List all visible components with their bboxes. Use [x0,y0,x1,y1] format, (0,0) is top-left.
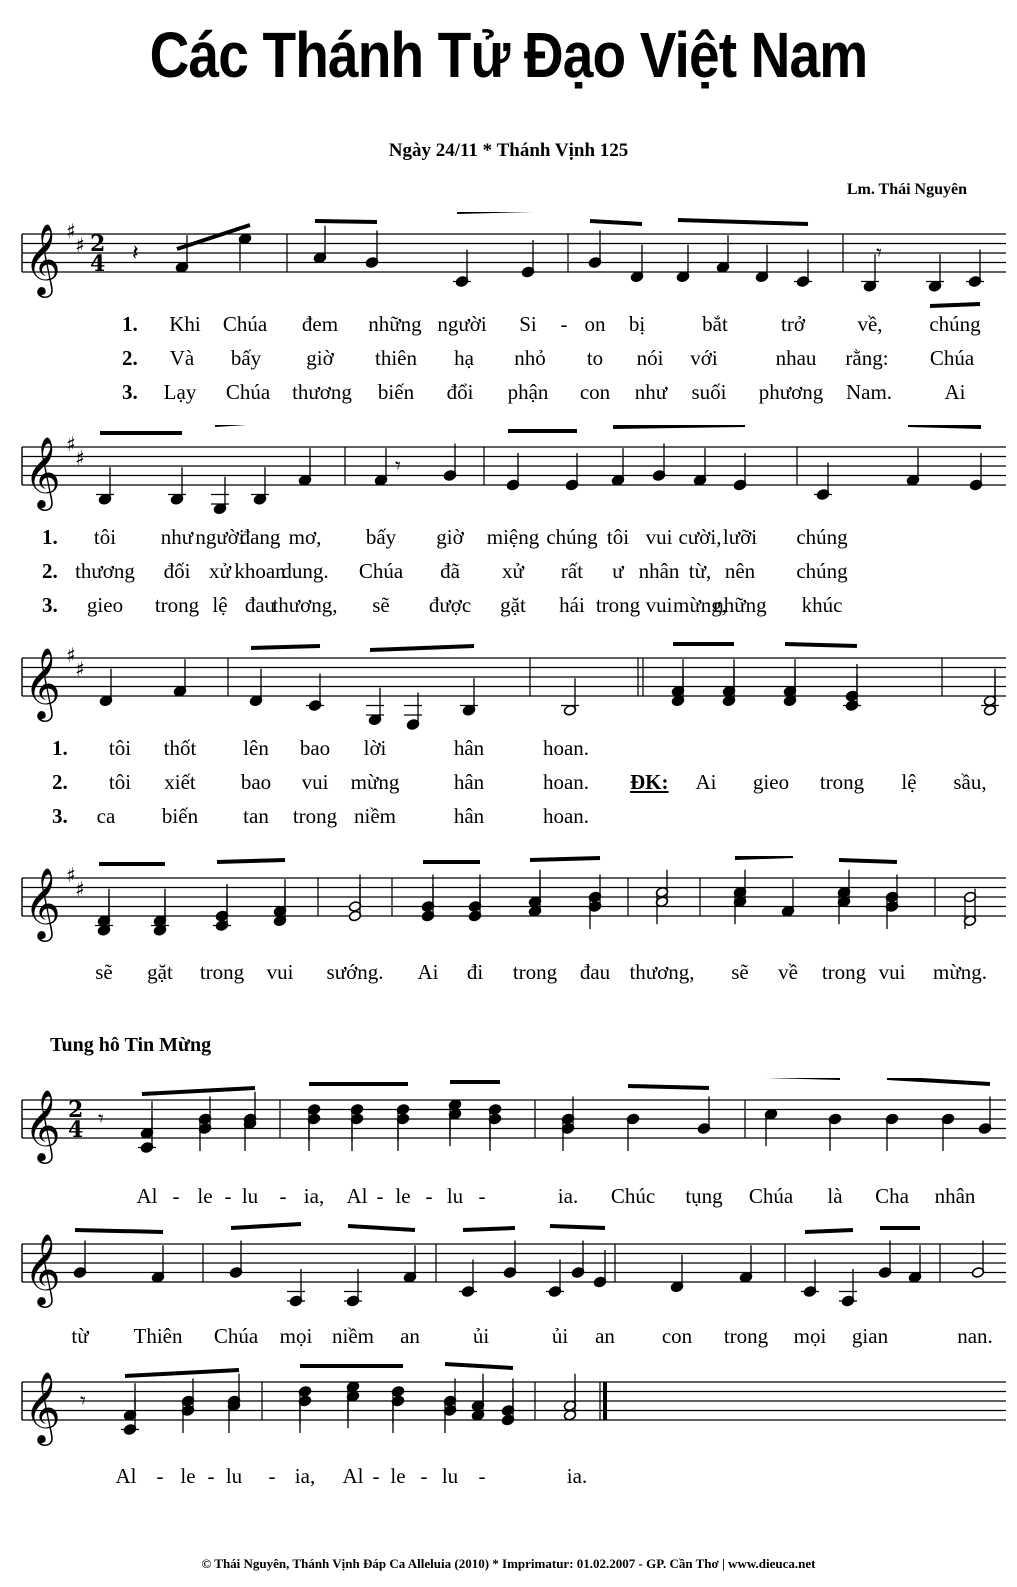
lyric-syllable: con [661,1324,693,1348]
beam [805,1230,853,1232]
time-signature-top: 2 [90,231,106,257]
lyric-syllable: hái [559,593,585,617]
beam [348,1226,415,1230]
treble-clef-icon: 𝄞 [24,1232,61,1305]
lyrics-system-5 [0,1184,1017,1210]
lyric-syllable: nhân [934,1184,976,1208]
beam [125,1370,239,1376]
lyric-syllable: bấy [230,346,262,370]
lyric-syllable: thương, [629,960,695,984]
lyric-syllable: Chúc [610,1184,656,1208]
verse-number: 1. [52,736,68,760]
lyric-syllable: đổi [446,380,474,404]
lyric-syllable: trong [595,593,641,617]
time-signature-bottom: 4 [68,1117,84,1143]
music-staff-system-4 [0,856,1017,956]
rest-icon: 𝄾 [876,241,882,266]
sharp-icon: ♯ [66,219,76,243]
lyric-syllable: bao [299,736,331,760]
beam [445,1364,513,1368]
lyric-syllable: vui [878,960,906,984]
beam [463,1228,515,1230]
lyric-syllable: bao [240,770,272,794]
lyric-syllable: Ai [695,770,717,794]
lyrics-system-6 [0,1324,1017,1350]
lyric-syllable: hoan. [542,770,590,794]
lyric-syllable: Lạy [163,380,197,404]
beam [590,221,642,224]
beam [217,860,285,862]
lyric-syllable: nên [724,559,756,583]
lyric-syllable: xử [502,559,524,583]
lyric-syllable: tôi [93,525,117,549]
lyric-syllable: chúng [929,312,981,336]
lyric-syllable: lời [363,736,387,760]
lyric-syllable: người [437,312,487,336]
lyric-syllable: thương [292,380,352,404]
lyric-syllable: le [197,1184,213,1208]
lyric-syllable: hân [453,770,485,794]
lyric-syllable: phương [758,380,824,404]
rest-icon: 𝄽 [132,241,139,266]
lyric-syllable: Nam. [845,380,893,404]
beam [550,1226,605,1228]
lyric-syllable: tôi [606,525,630,549]
lyrics-system-1-verse-1 [0,312,1017,338]
lyrics-system-2-verse-1 [0,525,1017,551]
lyric-syllable: lu [446,1184,464,1208]
syllable-hyphen: - [376,1184,384,1208]
lyric-syllable: sẽ [731,960,749,984]
rest-icon: 𝄾 [98,1107,104,1132]
lyric-syllable: hân [453,804,485,828]
lyric-syllable: Chúa [358,559,404,583]
treble-clef-icon: 𝄞 [24,222,61,295]
lyric-syllable: nói [636,346,664,370]
syllable-hyphen: - [279,1184,287,1208]
lyric-syllable: Si [519,312,537,336]
lyric-syllable: nhau [775,346,817,370]
lyric-syllable: le [395,1184,411,1208]
lyric-syllable: về, [857,312,883,336]
music-staff-system-2 [0,425,1017,525]
syllable-hyphen: - [224,1184,232,1208]
lyric-syllable: gieo [86,593,124,617]
lyric-syllable: an [595,1324,615,1348]
beam [930,304,980,306]
lyric-syllable: vui [301,770,329,794]
lyric-syllable: sẽ [372,593,390,617]
lyric-syllable: ia, [303,1184,325,1208]
lyric-syllable: giờ [306,346,334,370]
lyric-syllable: Thiên [133,1324,183,1348]
lyric-syllable: Khi [169,312,201,336]
lyric-syllable: nan. [957,1324,993,1348]
beam [315,221,377,222]
lyric-syllable: trong [723,1324,769,1348]
lyric-syllable: như [160,525,194,549]
lyric-syllable: nhân [638,559,680,583]
lyric-syllable: đối [163,559,191,583]
lyric-syllable: bắt [702,312,728,336]
rest-icon: 𝄾 [395,454,401,479]
beam [735,856,793,858]
lyric-syllable: le [180,1464,196,1488]
beam [628,1086,709,1088]
syllable-hyphen: - [268,1464,276,1488]
lyric-syllable: đi [466,960,484,984]
lyric-syllable: Al [346,1184,368,1208]
lyric-syllable: với [690,346,718,370]
lyric-syllable: an [400,1324,420,1348]
lyric-syllable: mọi [793,1324,827,1348]
lyric-syllable: hân [453,736,485,760]
lyric-syllable: lu [225,1464,243,1488]
music-staff-system-5 [0,1078,1017,1178]
lyric-syllable: mọi [279,1324,313,1348]
subtitle: Ngày 24/11 * Thánh Vịnh 125 [388,140,629,161]
lyric-syllable: khoan [234,559,286,583]
lyric-syllable: suối [691,380,727,404]
lyric-syllable: giờ [436,525,464,549]
beam [887,1078,990,1084]
lyric-syllable: bị [628,312,646,336]
sharp-icon: ♯ [75,233,85,257]
lyric-syllable: rất [560,559,584,583]
copyright-footer: © Thái Nguyên, Thánh Vịnh Đáp Ca Alleluia (2010) * Imprimatur: 01.02.2007 - GP. Cần Thơ | www.dieuca.net [201,1556,816,1571]
time-signature-bottom: 4 [90,251,106,277]
syllable-hyphen: - [372,1464,380,1488]
verse-number: 2. [122,346,138,370]
lyric-syllable: Chúa [748,1184,794,1208]
lyric-syllable: trong [199,960,245,984]
lyric-syllable: ủi [472,1324,490,1348]
verse-number: 3. [122,380,138,404]
refrain-label: ĐK: [630,770,669,794]
lyric-syllable: thiên [375,346,417,370]
lyric-syllable: dung. [281,559,329,583]
lyric-syllable: cười, [678,525,722,549]
lyric-syllable: như [634,380,668,404]
lyric-syllable: đem [301,312,339,336]
beam [231,1224,301,1228]
lyric-syllable: niềm [332,1324,374,1348]
lyric-syllable: on [584,312,606,336]
composer: Lm. Thái Nguyên [846,181,967,198]
verse-number: 1. [42,525,58,549]
lyric-syllable: nhỏ [514,346,546,370]
lyric-syllable: tan [243,804,269,828]
lyric-syllable: to [586,346,604,370]
treble-clef-icon: 𝄞 [24,435,61,508]
lyric-syllable: lệ [901,770,917,794]
lyric-syllable: trong [821,960,867,984]
lyric-syllable: bấy [365,525,397,549]
verse-number: 3. [42,593,58,617]
lyrics-system-7 [0,1464,1017,1490]
verse-number: 2. [52,770,68,794]
lyric-syllable: lệ [212,593,228,617]
lyric-syllable: Chúa [225,380,271,404]
lyric-syllable: niềm [354,804,396,828]
syllable-hyphen: - [420,1464,428,1488]
lyric-syllable: Ai [944,380,966,404]
lyric-syllable: từ, [688,559,712,583]
beam [177,225,250,249]
sharp-icon: ♯ [75,657,85,681]
lyric-syllable: vui [645,593,673,617]
lyric-syllable: gian [851,1324,889,1348]
lyric-syllable: trong [512,960,558,984]
lyric-syllable: sướng. [326,960,384,984]
lyric-syllable: chúng [796,525,848,549]
lyric-syllable: lu [241,1184,259,1208]
syllable-hyphen: - [478,1464,486,1488]
lyric-syllable: hoan. [542,804,590,828]
sharp-icon: ♯ [75,877,85,901]
lyric-syllable: Al [115,1464,137,1488]
music-staff-system-7 [0,1360,1017,1460]
lyric-syllable: ư [612,559,624,583]
lyric-syllable: biến [161,804,199,828]
lyrics-system-2-verse-2 [0,559,1017,585]
lyrics-system-4-refrain [0,960,1017,986]
verse-number: 1. [122,312,138,336]
music-staff-system-3 [0,636,1017,736]
lyric-syllable: được [428,593,472,617]
beam [785,644,857,646]
beam [839,860,897,862]
lyric-syllable: khúc [801,593,843,617]
syllable-hyphen: - [425,1184,433,1208]
lyric-syllable: Al [136,1184,158,1208]
lyric-syllable: phận [507,380,549,404]
treble-clef-icon: 𝄞 [24,866,61,939]
beam [142,1088,255,1094]
lyric-syllable: Chúa [222,312,268,336]
lyric-syllable: trong [154,593,200,617]
lyric-syllable: ia, [294,1464,316,1488]
lyric-syllable: vui [266,960,294,984]
beam [251,646,320,648]
beam [370,646,474,650]
music-staff-system-6 [0,1222,1017,1322]
lyric-syllable: thương [75,559,135,583]
lyric-syllable: gặt [500,593,526,617]
lyric-syllable: ia. [566,1464,588,1488]
lyric-syllable: trong [819,770,865,794]
rest-icon: 𝄾 [80,1389,86,1414]
lyric-syllable: hoan. [542,736,590,760]
lyric-syllable: ca [96,804,116,828]
lyric-syllable: ủi [551,1324,569,1348]
beam [908,425,981,427]
lyric-syllable: Al [342,1464,364,1488]
verse-number: 2. [42,559,58,583]
lyric-syllable: con [579,380,611,404]
lyric-syllable: chúng [796,559,848,583]
lyric-syllable: biến [377,380,415,404]
lyric-syllable: lên [243,736,269,760]
lyric-syllable: sầu, [953,770,987,794]
beam [75,1230,163,1232]
lyric-syllable: đang [239,525,281,549]
lyric-syllable: thốt [163,736,197,760]
lyric-syllable: gặt [147,960,173,984]
lyric-syllable: Chúa [929,346,975,370]
treble-clef-icon: 𝄞 [24,1370,61,1443]
lyric-syllable: về [778,960,798,984]
lyric-syllable: tôi [108,736,132,760]
lyric-syllable: những [713,593,767,617]
lyric-syllable: xử [209,559,231,583]
lyric-syllable: đã [440,559,460,583]
lyric-syllable: mơ, [288,525,322,549]
syllable-hyphen: - [156,1464,164,1488]
treble-clef-icon: 𝄞 [24,1088,61,1161]
lyric-syllable: lưỡi [722,525,758,549]
section-heading-gospel-acclamation: Tung hô Tin Mừng [50,1034,212,1056]
music-staff-system-1 [0,212,1017,312]
sharp-icon: ♯ [66,432,76,456]
lyric-syllable: Cha [875,1184,909,1208]
lyric-syllable: tụng [685,1184,723,1208]
page-title: Các Thánh Tử Đạo Việt Nam [149,19,868,91]
lyric-syllable: mừng. [933,960,987,984]
lyric-syllable: Ai [417,960,439,984]
lyric-syllable: thương, [272,593,338,617]
lyric-syllable: trở [781,312,805,336]
lyric-syllable: le [390,1464,406,1488]
lyric-syllable: hạ [454,346,474,370]
sharp-icon: ♯ [75,446,85,470]
syllable-hyphen: - [560,312,568,336]
lyric-syllable: lu [441,1464,459,1488]
lyric-syllable: xiết [164,770,196,794]
beam [613,425,745,427]
syllable-hyphen: - [172,1184,180,1208]
lyric-syllable: vui [645,525,673,549]
lyrics-system-3-verse-2 [0,770,1017,796]
lyric-syllable: là [827,1184,843,1208]
lyrics-system-3-verse-3 [0,804,1017,830]
beam [530,858,600,860]
lyric-syllable: gieo [752,770,790,794]
lyric-syllable: Và [169,346,195,370]
verse-number: 3. [52,804,68,828]
lyric-syllable: miệng [486,525,540,549]
lyric-syllable: tôi [108,770,132,794]
time-signature-top: 2 [68,1097,84,1123]
treble-clef-icon: 𝄞 [24,646,61,719]
beam [678,220,808,224]
lyric-syllable: người [195,525,245,549]
lyrics-system-2-verse-3 [0,593,1017,619]
syllable-hyphen: - [207,1464,215,1488]
lyric-syllable: Chúa [213,1324,259,1348]
syllable-hyphen: - [478,1184,486,1208]
lyric-syllable: đau [244,593,276,617]
lyric-syllable: mừng [350,770,400,794]
lyric-syllable: những [368,312,422,336]
lyrics-system-3-verse-1 [0,736,1017,762]
lyric-syllable: mừng, [673,593,727,617]
lyric-syllable: từ [71,1324,89,1348]
lyric-syllable: chúng [546,525,598,549]
lyric-syllable: đau [579,960,611,984]
lyric-syllable: trong [292,804,338,828]
lyric-syllable: ia. [557,1184,579,1208]
lyric-syllable: rằng: [845,346,889,370]
lyrics-system-1-verse-3 [0,380,1017,406]
sharp-icon: ♯ [66,863,76,887]
lyrics-system-1-verse-2 [0,346,1017,372]
sharp-icon: ♯ [66,643,76,667]
lyric-syllable: sẽ [95,960,113,984]
